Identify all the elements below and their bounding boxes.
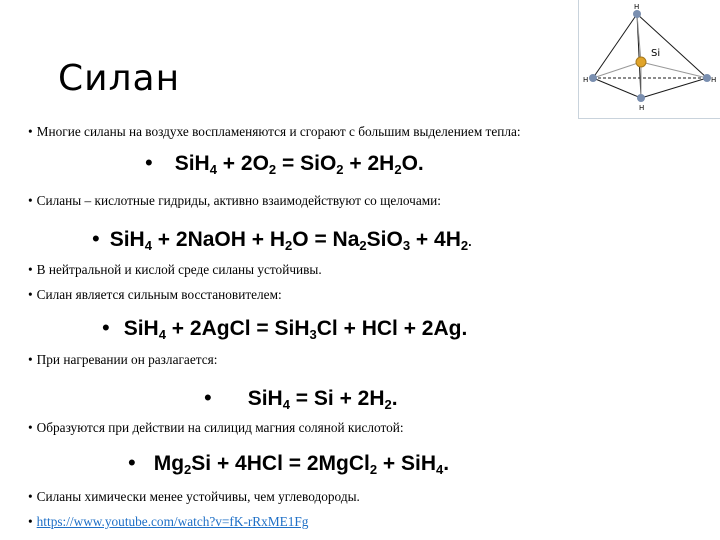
- silane-molecule-figure: [578, 0, 720, 119]
- equation-4: • $SiH_4 = Si + 2H_2$.: [204, 385, 398, 412]
- page-title: Силан: [58, 58, 181, 99]
- svg-text:Si: Si: [651, 48, 661, 59]
- bullet-dot: •: [145, 150, 153, 175]
- bullet-dot: •: [92, 226, 100, 251]
- youtube-link[interactable]: https://www.youtube.com/watch?v=fK-rRxME1Fg: [36, 514, 309, 529]
- bullet-2: [28, 193, 441, 209]
- equation-5: • $Mg_2Si + 4HCl$ = 2MgCl$_2$ + SiH$_4$.: [128, 450, 450, 477]
- bullet-7: [28, 489, 360, 505]
- bullet-dot: •: [28, 489, 33, 504]
- bullet-dot: •: [102, 315, 110, 340]
- bullet-dot: •: [204, 385, 212, 410]
- bullet-link: [28, 514, 308, 530]
- bullet-dot: •: [28, 420, 33, 435]
- bullet-text: Образуются при действии на силицид магния соляной кислотой:: [36, 420, 404, 435]
- bullet-dot: •: [28, 352, 33, 367]
- svg-text:H: H: [634, 3, 640, 11]
- bullet-dot: •: [128, 450, 136, 475]
- svg-text:H: H: [711, 76, 717, 84]
- bullet-4: [28, 287, 282, 303]
- equation-1: • $SiH_4 + 2O_2 = SiO_2 + 2H_2O$.: [145, 150, 424, 177]
- bullet-dot: •: [28, 287, 33, 302]
- bullet-1: [28, 124, 521, 140]
- bullet-6: [28, 420, 404, 436]
- equation-2: • SiH$_4$ + 2NaOH + $H_2O = Na_2SiO_3 + 4H_2$.: [92, 226, 472, 253]
- bullet-dot: •: [28, 514, 33, 529]
- bullet-text: В нейтральной и кислой среде силаны устойчивы.: [36, 262, 322, 277]
- svg-text:H: H: [639, 104, 645, 112]
- bullet-dot: •: [28, 262, 33, 277]
- bullet-text: Силан является сильным восстановителем:: [36, 287, 282, 302]
- bullet-text: Силаны – кислотные гидриды, активно взаимодействуют со щелочами:: [36, 193, 441, 208]
- bullet-dot: •: [28, 124, 33, 139]
- bullet-3: [28, 262, 322, 278]
- bullet-text: Многие силаны на воздухе воспламеняются и сгорают с большим выделением тепла:: [36, 124, 521, 139]
- bullet-text: При нагревании он разлагается:: [36, 352, 218, 367]
- svg-text:H: H: [583, 76, 589, 84]
- bullet-5: [28, 352, 217, 368]
- tetrahedron-diagram: [579, 0, 720, 118]
- bullet-dot: •: [28, 193, 33, 208]
- bullet-text: Силаны химически менее устойчивы, чем углеводороды.: [36, 489, 360, 504]
- equation-3: • SiH$_4$ + 2AgCl = SiH$_3$Cl + HCl + 2Ag.: [102, 315, 468, 342]
